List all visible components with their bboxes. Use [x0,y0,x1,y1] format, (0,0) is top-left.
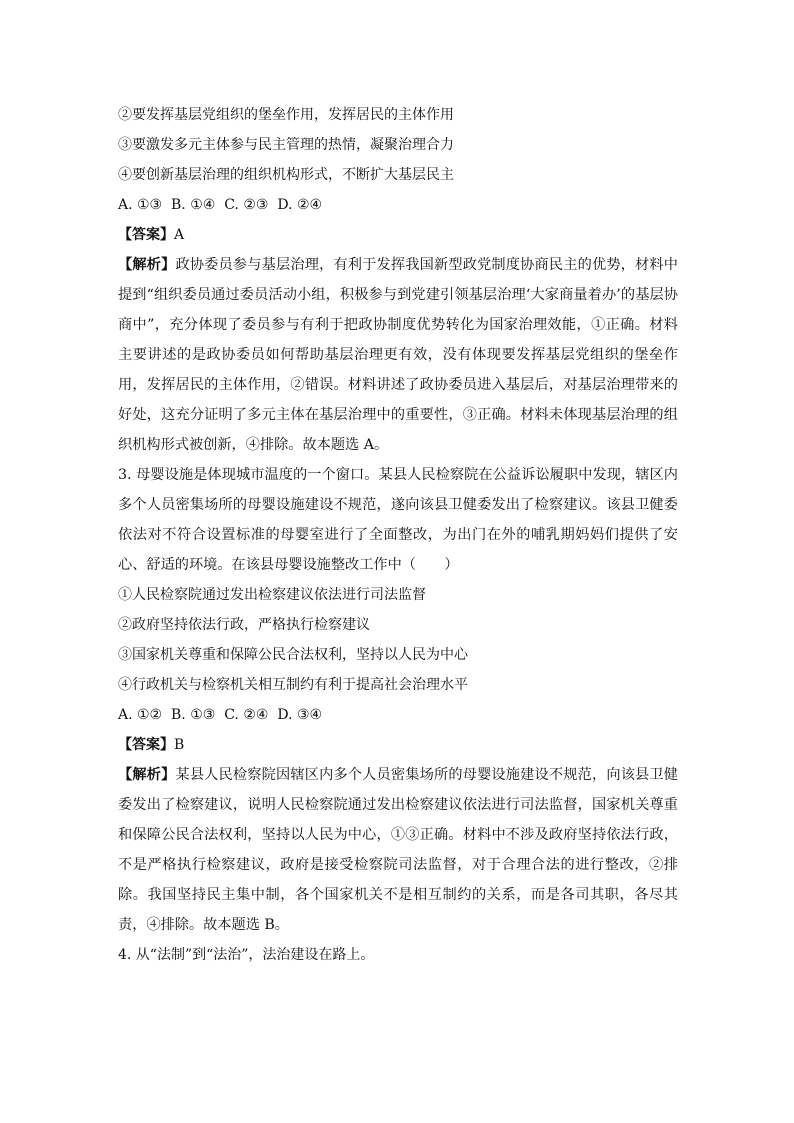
q2-answer-label: 【答案】 [118,227,174,243]
q3-answer [118,730,678,760]
q3-analysis [118,760,678,940]
q3-choices: A. ①② B. ①③ C. ②④ D. ③④ [118,707,323,723]
page-content [118,100,678,970]
q3-option-2: ②政府坚持依法行政，严格执行检察建议 [118,617,370,633]
q3-option-1: ①人民检察院通过发出检察建议依法进行司法监督 [118,587,426,603]
q3-answer-value: B [174,737,185,753]
q2-analysis-label: 【解析】 [118,257,176,273]
q2-option-3: ③要激发多元主体参与民主管理的热情，凝聚治理合力 [118,137,454,153]
q2-answer [118,220,678,250]
q2-option-4: ④要创新基层治理的组织机构形式，不断扩大基层民主 [118,167,454,183]
q3-option-4: ④行政机关与检察机关相互制约有利于提高社会治理水平 [118,677,468,693]
q2-analysis [118,250,678,460]
q3-analysis-label: 【解析】 [118,767,176,783]
q2-analysis-text: 政协委员参与基层治理，有利于发挥我国新型政党制度协商民主的优势，材料中提到“组织委员通过委员活动小组，积极参与到党建引领基层治理‘大家商量着办’的基层协商中”，充分体现了委员参与有利于把政协制度优势转化为国家治理效能，①正确。材料主要讲述的是政协委员如何帮助基层治理更有效，没有体现要发挥基层党组织的堡垒作用，发挥居民的主体作用，②错误。材料讲述了政协委员进入基层后，对基层治理带来的好处，这充分证明了多元主体在基层治理中的重要性，③正确。材料未体现基层治理的组织机构形式被创新，④排除。故本题选 A。 [118,257,678,453]
q3-analysis-text: 某县人民检察院因辖区内多个人员密集场所的母婴设施建设不规范，向该县卫健委发出了检察建议，说明人民检察院通过发出检察建议依法进行司法监督，国家机关尊重和保障公民合法权利，坚持以人民为中心，①③正确。材料中不涉及政府坚持依法行政，不是严格执行检察建议，政府是接受检察院司法监督，对于合理合法的进行整改，②排除。我国坚持民主集中制，各个国家机关不是相互制约的关系，而是各司其职，各尽其责，④排除。故本题选 B。 [118,767,678,933]
q3-option-3: ③国家机关尊重和保障公民合法权利，坚持以人民为中心 [118,647,468,663]
q4-stem: 4. 从“法制”到“法治”，法治建设在路上。 [118,947,375,963]
q3-stem: 3. 母婴设施是体现城市温度的一个窗口。某县人民检察院在公益诉讼履职中发现，辖区内多个人员密集场所的母婴设施建设不规范，遂向该县卫健委发出了检察建议。该县卫健委依法对不符合设置标准的母婴室进行了全面整改，为出门在外的哺乳期妈妈们提供了安心、舒适的环境。在该县母婴设施整改工作中（ ） [118,467,678,573]
q3-answer-label: 【答案】 [118,737,174,753]
q2-answer-value: A [174,227,185,243]
q2-choices: A. ①③ B. ①④ C. ②③ D. ②④ [118,197,323,213]
q2-option-2: ②要发挥基层党组织的堡垒作用，发挥居民的主体作用 [118,107,454,123]
